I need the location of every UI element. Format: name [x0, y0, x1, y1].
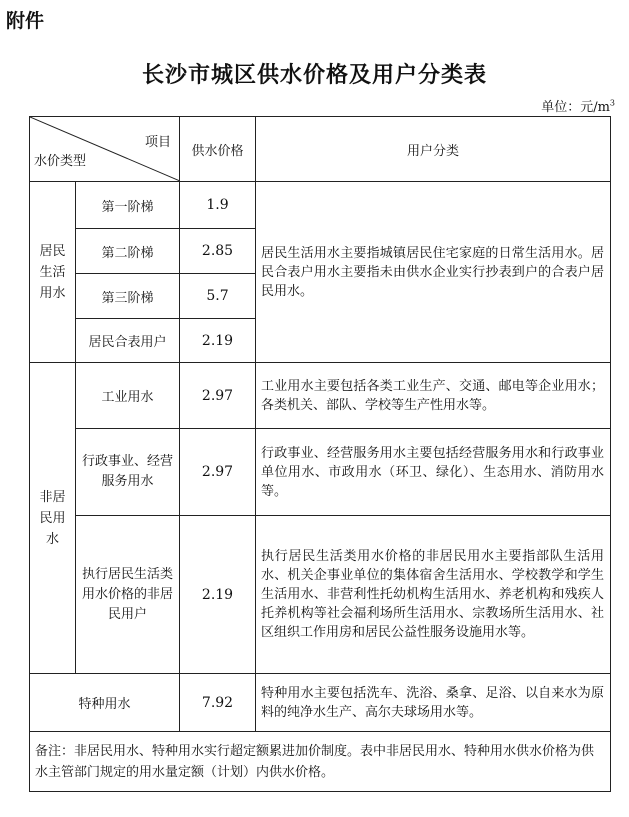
tier-name: 第三阶梯 [76, 274, 180, 319]
category-name [76, 516, 180, 674]
tier-price: 5.7 [180, 274, 256, 319]
residential-description: 居民生活用水主要指城镇居民住宅家庭的日常生活用水。居民合表户用水主要指未由供水企业实行抄表到户的合表户居民用水。 [256, 182, 611, 363]
note-text: 备注：非居民用水、特种用水实行超定额累进加价制度。表中非居民用水、特种用水供水价格为供水主管部门规定的用水量定额（计划）内供水价格。 [30, 732, 611, 792]
water-price-table [29, 116, 611, 792]
header-water-price-type: 水价类型 [34, 154, 87, 169]
tier-price: 1.9 [180, 182, 256, 229]
category-description: 行政事业、经营服务用水主要包括经营服务用水和行政事业单位用水、市政用水（环卫、绿化）、生态用水、消防用水等。 [256, 429, 611, 516]
group-residential [30, 182, 76, 363]
category-price: 2.19 [180, 516, 256, 674]
category-name-text: 行政事业、经营服务用水 [81, 454, 173, 489]
special-description: 特种用水主要包括洗车、洗浴、桑拿、足浴、以自来水为原料的纯净水生产、高尔夫球场用水等。 [256, 674, 611, 732]
unit-text: 单位：元/m [541, 100, 610, 115]
note-row [30, 732, 611, 792]
table-row [30, 516, 611, 674]
category-price: 2.97 [180, 429, 256, 516]
header-price: 供水价格 [180, 117, 256, 182]
header-item: 项目 [144, 135, 171, 150]
special-price: 7.92 [180, 674, 256, 732]
header-row [30, 117, 611, 182]
attachment-label: 附件 [6, 10, 45, 32]
special-name: 特种用水 [30, 674, 180, 732]
table-row [30, 674, 611, 732]
tier-price: 2.19 [180, 319, 256, 363]
group-residential-label: 居民生活用水 [39, 243, 66, 301]
category-description: 工业用水主要包括各类工业生产、交通、邮电等企业用水；各类机关、部队、学校等生产性用水等。 [256, 363, 611, 429]
tier-price: 2.85 [180, 229, 256, 274]
table-row [30, 182, 611, 229]
header-category: 用户分类 [256, 117, 611, 182]
group-non-residential-label: 非居民用水 [39, 489, 66, 547]
category-name [76, 429, 180, 516]
category-name: 工业用水 [76, 363, 180, 429]
category-description: 执行居民生活类用水价格的非居民用水主要指部队生活用水、机关企事业单位的集体宿舍生活用水、学校教学和学生生活用水、非营利性托幼机构生活用水、养老机构和残疾人托养机构等社会福利场所生活用水、宗教场所生活用水、社区组织工作用房和居民公益性服务设施用水等。 [256, 516, 611, 674]
unit-superscript: 3 [609, 98, 615, 108]
page-title: 长沙市城区供水价格及用户分类表 [141, 62, 487, 88]
unit-label [541, 96, 615, 115]
tier-name: 第二阶梯 [76, 229, 180, 274]
group-non-residential [30, 363, 76, 674]
header-diagonal-cell [30, 117, 180, 182]
category-name-text: 执行居民生活类用水价格的非居民用户 [81, 566, 173, 622]
category-price: 2.97 [180, 363, 256, 429]
table-row [30, 429, 611, 516]
table-row [30, 363, 611, 429]
tier-name: 居民合表用户 [76, 319, 180, 363]
tier-name: 第一阶梯 [76, 182, 180, 229]
